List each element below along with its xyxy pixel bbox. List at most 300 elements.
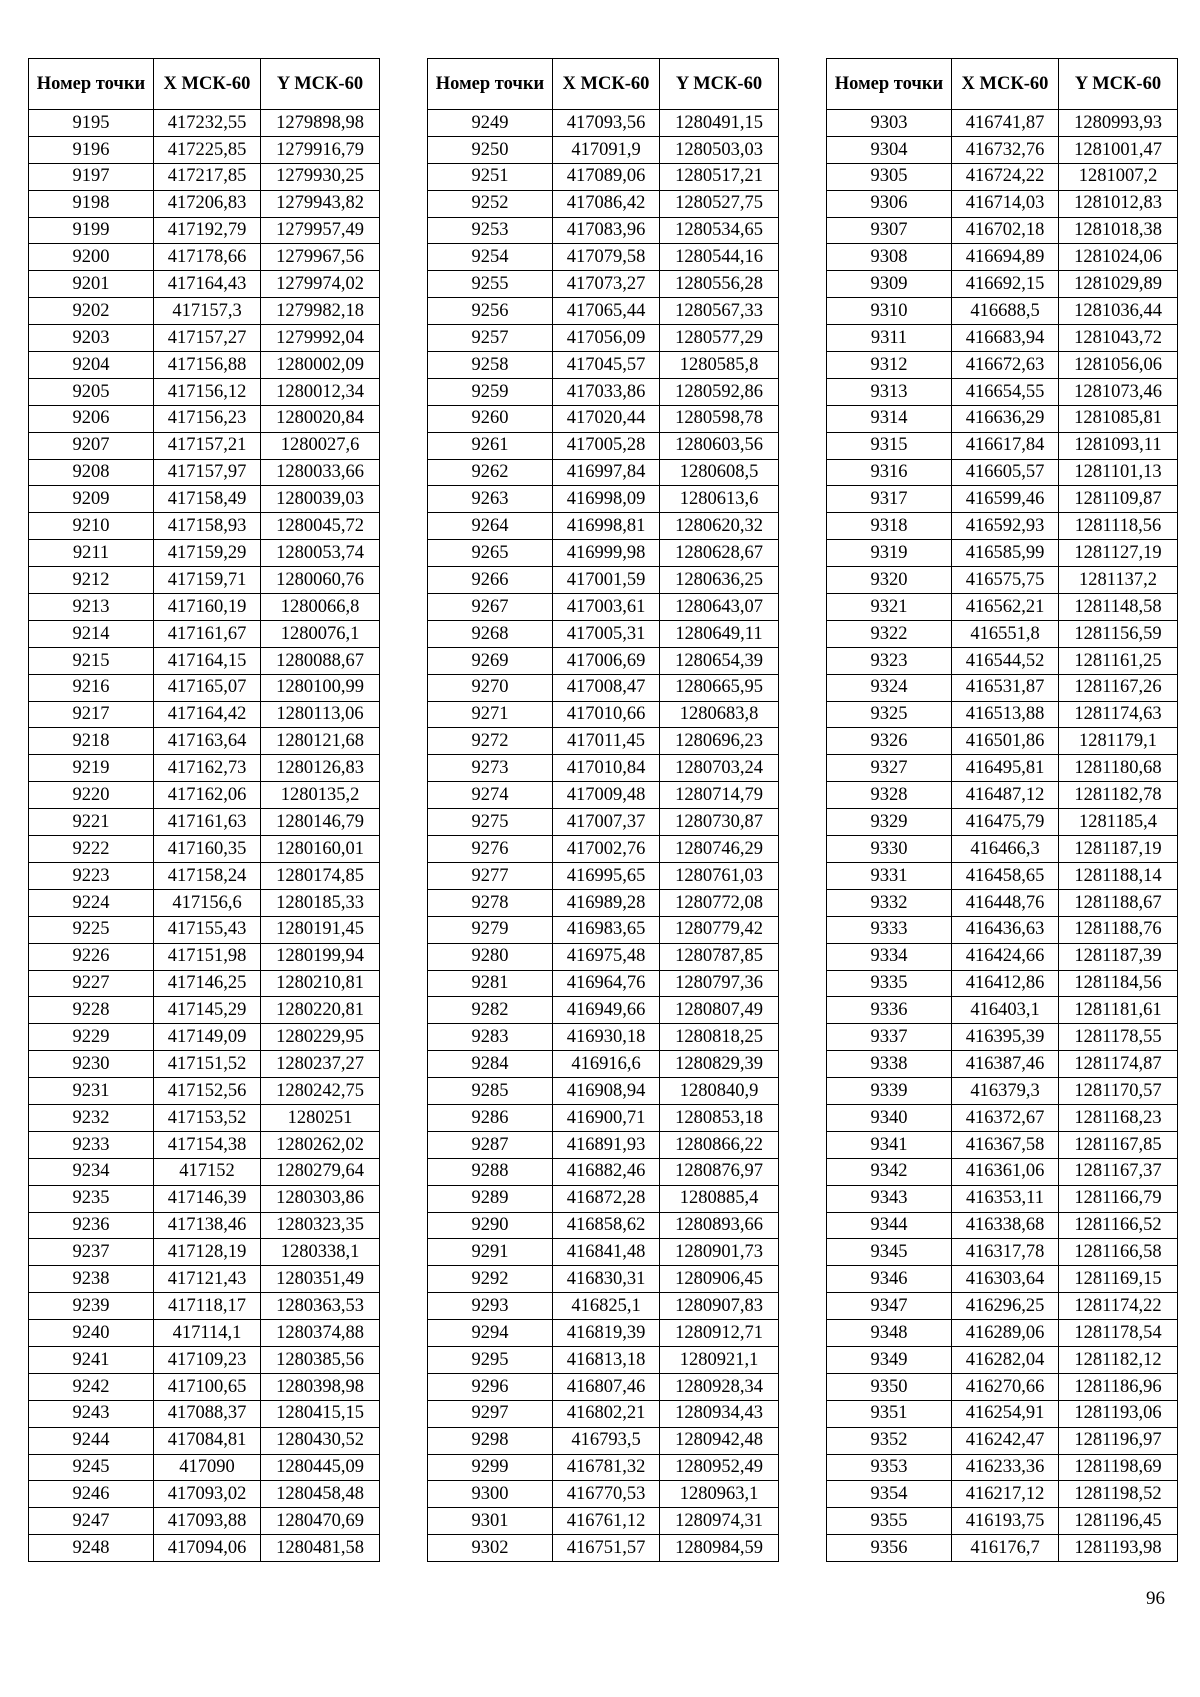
header-point-number: Номер точки (428, 59, 553, 110)
table-row (29, 110, 380, 137)
table-row (428, 1104, 779, 1131)
x-coordinate-cell: 417156,23 (154, 405, 261, 432)
table-row (827, 782, 1178, 809)
point-number-cell: 9274 (428, 782, 553, 809)
x-coordinate-cell: 416830,31 (553, 1266, 660, 1293)
y-coordinate-cell: 1280807,49 (660, 997, 779, 1024)
x-coordinate-cell: 417156,6 (154, 889, 261, 916)
point-number-cell: 9233 (29, 1131, 154, 1158)
y-coordinate-cell: 1280772,08 (660, 889, 779, 916)
point-number-cell: 9218 (29, 728, 154, 755)
x-coordinate-cell: 417206,83 (154, 190, 261, 217)
point-number-cell: 9265 (428, 540, 553, 567)
x-coordinate-cell: 417217,85 (154, 163, 261, 190)
x-coordinate-cell: 416617,84 (952, 432, 1059, 459)
x-coordinate-cell: 416599,46 (952, 486, 1059, 513)
y-coordinate-cell: 1280853,18 (660, 1104, 779, 1131)
y-coordinate-cell: 1281187,19 (1059, 836, 1178, 863)
x-coordinate-cell: 417005,31 (553, 620, 660, 647)
table-row (428, 217, 779, 244)
table-row (827, 1454, 1178, 1481)
point-number-cell: 9260 (428, 405, 553, 432)
table-row (428, 136, 779, 163)
point-number-cell: 9289 (428, 1185, 553, 1212)
table-row (29, 1320, 380, 1347)
point-number-cell: 9207 (29, 432, 154, 459)
table-row (428, 1024, 779, 1051)
y-coordinate-cell: 1280060,76 (261, 567, 380, 594)
table-row (428, 674, 779, 701)
table-row (428, 889, 779, 916)
y-coordinate-cell: 1280220,81 (261, 997, 380, 1024)
table-row (29, 244, 380, 271)
table-row (428, 1131, 779, 1158)
x-coordinate-cell: 416379,3 (952, 1078, 1059, 1105)
y-coordinate-cell: 1281161,25 (1059, 647, 1178, 674)
x-coordinate-cell: 417086,42 (553, 190, 660, 217)
y-coordinate-cell: 1280135,2 (261, 782, 380, 809)
x-coordinate-cell: 417008,47 (553, 674, 660, 701)
x-coordinate-cell: 416495,81 (952, 755, 1059, 782)
point-number-cell: 9277 (428, 862, 553, 889)
x-coordinate-cell: 417094,06 (154, 1535, 261, 1562)
table-row (827, 298, 1178, 325)
point-number-cell: 9205 (29, 378, 154, 405)
point-number-cell: 9209 (29, 486, 154, 513)
y-coordinate-cell: 1280374,88 (261, 1320, 380, 1347)
y-coordinate-cell: 1280045,72 (261, 513, 380, 540)
y-coordinate-cell: 1279898,98 (261, 110, 380, 137)
x-coordinate-cell: 416825,1 (553, 1293, 660, 1320)
point-number-cell: 9226 (29, 943, 154, 970)
y-coordinate-cell: 1280027,6 (261, 432, 380, 459)
y-coordinate-cell: 1281198,69 (1059, 1454, 1178, 1481)
point-number-cell: 9279 (428, 916, 553, 943)
table-row (428, 1373, 779, 1400)
table-header-row (428, 59, 779, 110)
table-row (428, 405, 779, 432)
point-number-cell: 9228 (29, 997, 154, 1024)
y-coordinate-cell: 1280113,06 (261, 701, 380, 728)
point-number-cell: 9297 (428, 1400, 553, 1427)
x-coordinate-cell: 417010,66 (553, 701, 660, 728)
x-coordinate-cell: 416998,81 (553, 513, 660, 540)
x-coordinate-cell: 416585,99 (952, 540, 1059, 567)
x-coordinate-cell: 416289,06 (952, 1320, 1059, 1347)
y-coordinate-cell: 1280703,24 (660, 755, 779, 782)
table-row (827, 513, 1178, 540)
point-number-cell: 9224 (29, 889, 154, 916)
x-coordinate-cell: 417152 (154, 1158, 261, 1185)
y-coordinate-cell: 1281196,45 (1059, 1508, 1178, 1535)
y-coordinate-cell: 1281137,2 (1059, 567, 1178, 594)
table-row (29, 1535, 380, 1562)
point-number-cell: 9285 (428, 1078, 553, 1105)
table-row (827, 1293, 1178, 1320)
x-coordinate-cell: 417155,43 (154, 916, 261, 943)
x-coordinate-cell: 416841,48 (553, 1239, 660, 1266)
point-number-cell: 9339 (827, 1078, 952, 1105)
x-coordinate-cell: 417178,66 (154, 244, 261, 271)
point-number-cell: 9329 (827, 809, 952, 836)
point-number-cell: 9254 (428, 244, 553, 271)
y-coordinate-cell: 1281167,26 (1059, 674, 1178, 701)
x-coordinate-cell: 416770,53 (553, 1481, 660, 1508)
point-number-cell: 9267 (428, 594, 553, 621)
table-row (428, 1239, 779, 1266)
x-coordinate-cell: 417084,81 (154, 1427, 261, 1454)
point-number-cell: 9344 (827, 1212, 952, 1239)
point-number-cell: 9225 (29, 916, 154, 943)
y-coordinate-cell: 1281101,13 (1059, 459, 1178, 486)
y-coordinate-cell: 1280683,8 (660, 701, 779, 728)
y-coordinate-cell: 1280636,25 (660, 567, 779, 594)
y-coordinate-cell: 1280199,94 (261, 943, 380, 970)
table-row (827, 352, 1178, 379)
y-coordinate-cell: 1280076,1 (261, 620, 380, 647)
y-coordinate-cell: 1281174,63 (1059, 701, 1178, 728)
table-row (428, 1320, 779, 1347)
point-number-cell: 9220 (29, 782, 154, 809)
table-row (827, 271, 1178, 298)
x-coordinate-cell: 417128,19 (154, 1239, 261, 1266)
point-number-cell: 9239 (29, 1293, 154, 1320)
x-coordinate-cell: 416487,12 (952, 782, 1059, 809)
y-coordinate-cell: 1279930,25 (261, 163, 380, 190)
table-row (827, 378, 1178, 405)
x-coordinate-cell: 416807,46 (553, 1373, 660, 1400)
table-row (29, 1346, 380, 1373)
point-number-cell: 9217 (29, 701, 154, 728)
point-number-cell: 9325 (827, 701, 952, 728)
y-coordinate-cell: 1280746,29 (660, 836, 779, 863)
table-row (428, 782, 779, 809)
y-coordinate-cell: 1281193,06 (1059, 1400, 1178, 1427)
y-coordinate-cell: 1281182,78 (1059, 782, 1178, 809)
table-row (29, 1400, 380, 1427)
table-row (29, 997, 380, 1024)
x-coordinate-cell: 417007,37 (553, 809, 660, 836)
y-coordinate-cell: 1281167,37 (1059, 1158, 1178, 1185)
table-row (29, 782, 380, 809)
x-coordinate-cell: 416692,15 (952, 271, 1059, 298)
table-row (29, 271, 380, 298)
y-coordinate-cell: 1280620,32 (660, 513, 779, 540)
table-row (827, 459, 1178, 486)
table-row (827, 1508, 1178, 1535)
point-number-cell: 9345 (827, 1239, 952, 1266)
table-row (827, 486, 1178, 513)
x-coordinate-cell: 417100,65 (154, 1373, 261, 1400)
y-coordinate-cell: 1280942,48 (660, 1427, 779, 1454)
point-number-cell: 9328 (827, 782, 952, 809)
y-coordinate-cell: 1281109,87 (1059, 486, 1178, 513)
point-number-cell: 9253 (428, 217, 553, 244)
x-coordinate-cell: 416694,89 (952, 244, 1059, 271)
table-row (29, 163, 380, 190)
point-number-cell: 9307 (827, 217, 952, 244)
point-number-cell: 9321 (827, 594, 952, 621)
y-coordinate-cell: 1281169,15 (1059, 1266, 1178, 1293)
point-number-cell: 9199 (29, 217, 154, 244)
x-coordinate-cell: 417109,23 (154, 1346, 261, 1373)
x-coordinate-cell: 416636,29 (952, 405, 1059, 432)
table-row (827, 1320, 1178, 1347)
x-coordinate-cell: 416513,88 (952, 701, 1059, 728)
y-coordinate-cell: 1281181,61 (1059, 997, 1178, 1024)
x-coordinate-cell: 417056,09 (553, 325, 660, 352)
table-row (827, 432, 1178, 459)
point-number-cell: 9221 (29, 809, 154, 836)
y-coordinate-cell: 1281174,22 (1059, 1293, 1178, 1320)
y-coordinate-cell: 1280470,69 (261, 1508, 380, 1535)
table-row (428, 1454, 779, 1481)
x-coordinate-cell: 417149,09 (154, 1024, 261, 1051)
table-row (827, 1024, 1178, 1051)
x-coordinate-cell: 417121,43 (154, 1266, 261, 1293)
table-row (29, 701, 380, 728)
y-coordinate-cell: 1281178,55 (1059, 1024, 1178, 1051)
x-coordinate-cell: 416672,63 (952, 352, 1059, 379)
y-coordinate-cell: 1281148,58 (1059, 594, 1178, 621)
x-coordinate-cell: 417009,48 (553, 782, 660, 809)
table-row (827, 916, 1178, 943)
point-number-cell: 9271 (428, 701, 553, 728)
x-coordinate-cell: 416233,36 (952, 1454, 1059, 1481)
y-coordinate-cell: 1280002,09 (261, 352, 380, 379)
table-row (428, 110, 779, 137)
table-row (29, 298, 380, 325)
x-coordinate-cell: 416989,28 (553, 889, 660, 916)
point-number-cell: 9204 (29, 352, 154, 379)
point-number-cell: 9342 (827, 1158, 952, 1185)
y-coordinate-cell: 1281188,76 (1059, 916, 1178, 943)
table-row (827, 217, 1178, 244)
point-number-cell: 9338 (827, 1051, 952, 1078)
table-row (827, 1185, 1178, 1212)
y-coordinate-cell: 1281001,47 (1059, 136, 1178, 163)
y-coordinate-cell: 1281187,39 (1059, 943, 1178, 970)
table-row (827, 1535, 1178, 1562)
table-row (827, 540, 1178, 567)
table-row (827, 110, 1178, 137)
y-coordinate-cell: 1280866,22 (660, 1131, 779, 1158)
y-coordinate-cell: 1281085,81 (1059, 405, 1178, 432)
x-coordinate-cell: 417006,69 (553, 647, 660, 674)
x-coordinate-cell: 416781,32 (553, 1454, 660, 1481)
point-number-cell: 9314 (827, 405, 952, 432)
x-coordinate-cell: 417164,42 (154, 701, 261, 728)
table-row (29, 916, 380, 943)
table-row (827, 1104, 1178, 1131)
x-coordinate-cell: 416338,68 (952, 1212, 1059, 1239)
x-coordinate-cell: 416501,86 (952, 728, 1059, 755)
x-coordinate-cell: 417093,56 (553, 110, 660, 137)
table-row (428, 1078, 779, 1105)
page-number: 96 (1146, 1588, 1165, 1609)
coordinates-table-2 (427, 58, 779, 1562)
x-coordinate-cell: 416702,18 (952, 217, 1059, 244)
table-row (29, 459, 380, 486)
y-coordinate-cell: 1280577,29 (660, 325, 779, 352)
x-coordinate-cell: 417160,19 (154, 594, 261, 621)
y-coordinate-cell: 1280885,4 (660, 1185, 779, 1212)
point-number-cell: 9335 (827, 970, 952, 997)
coordinates-table-3 (826, 58, 1178, 1562)
table-row (29, 1185, 380, 1212)
x-coordinate-cell: 417158,24 (154, 862, 261, 889)
point-number-cell: 9346 (827, 1266, 952, 1293)
x-coordinate-cell: 417073,27 (553, 271, 660, 298)
point-number-cell: 9320 (827, 567, 952, 594)
x-coordinate-cell: 416714,03 (952, 190, 1059, 217)
table-row (827, 755, 1178, 782)
y-coordinate-cell: 1281188,67 (1059, 889, 1178, 916)
point-number-cell: 9252 (428, 190, 553, 217)
table-row (428, 1508, 779, 1535)
y-coordinate-cell: 1280146,79 (261, 809, 380, 836)
y-coordinate-cell: 1280907,83 (660, 1293, 779, 1320)
y-coordinate-cell: 1280912,71 (660, 1320, 779, 1347)
point-number-cell: 9334 (827, 943, 952, 970)
y-coordinate-cell: 1280415,15 (261, 1400, 380, 1427)
x-coordinate-cell: 416983,65 (553, 916, 660, 943)
table-row (428, 244, 779, 271)
y-coordinate-cell: 1281036,44 (1059, 298, 1178, 325)
point-number-cell: 9257 (428, 325, 553, 352)
table-row (29, 405, 380, 432)
x-coordinate-cell: 417002,76 (553, 836, 660, 863)
point-number-cell: 9256 (428, 298, 553, 325)
y-coordinate-cell: 1280517,21 (660, 163, 779, 190)
x-coordinate-cell: 417164,43 (154, 271, 261, 298)
header-x-coordinate: X МСК-60 (553, 59, 660, 110)
header-point-number: Номер точки (29, 59, 154, 110)
table-row (428, 1293, 779, 1320)
point-number-cell: 9348 (827, 1320, 952, 1347)
point-number-cell: 9259 (428, 378, 553, 405)
x-coordinate-cell: 416916,6 (553, 1051, 660, 1078)
table-row (29, 567, 380, 594)
point-number-cell: 9299 (428, 1454, 553, 1481)
table-row (29, 432, 380, 459)
y-coordinate-cell: 1281179,1 (1059, 728, 1178, 755)
y-coordinate-cell: 1279916,79 (261, 136, 380, 163)
table-row (428, 163, 779, 190)
point-number-cell: 9248 (29, 1535, 154, 1562)
table-row (29, 889, 380, 916)
table-row (29, 1508, 380, 1535)
table-row (827, 1212, 1178, 1239)
y-coordinate-cell: 1280906,45 (660, 1266, 779, 1293)
point-number-cell: 9214 (29, 620, 154, 647)
x-coordinate-cell: 417145,29 (154, 997, 261, 1024)
point-number-cell: 9234 (29, 1158, 154, 1185)
x-coordinate-cell: 416531,87 (952, 674, 1059, 701)
table-row (827, 567, 1178, 594)
point-number-cell: 9198 (29, 190, 154, 217)
y-coordinate-cell: 1280567,33 (660, 298, 779, 325)
point-number-cell: 9355 (827, 1508, 952, 1535)
table-row (29, 1131, 380, 1158)
x-coordinate-cell: 417160,35 (154, 836, 261, 863)
y-coordinate-cell: 1280714,79 (660, 782, 779, 809)
x-coordinate-cell: 417159,29 (154, 540, 261, 567)
x-coordinate-cell: 417161,63 (154, 809, 261, 836)
y-coordinate-cell: 1281166,52 (1059, 1212, 1178, 1239)
header-x-coordinate: X МСК-60 (952, 59, 1059, 110)
x-coordinate-cell: 416448,76 (952, 889, 1059, 916)
point-number-cell: 9201 (29, 271, 154, 298)
point-number-cell: 9241 (29, 1346, 154, 1373)
x-coordinate-cell: 416296,25 (952, 1293, 1059, 1320)
point-number-cell: 9222 (29, 836, 154, 863)
y-coordinate-cell: 1280126,83 (261, 755, 380, 782)
x-coordinate-cell: 417010,84 (553, 755, 660, 782)
table-row (827, 1266, 1178, 1293)
table-row (428, 836, 779, 863)
y-coordinate-cell: 1280338,1 (261, 1239, 380, 1266)
table-row (827, 674, 1178, 701)
point-number-cell: 9332 (827, 889, 952, 916)
y-coordinate-cell: 1280993,93 (1059, 110, 1178, 137)
x-coordinate-cell: 416975,48 (553, 943, 660, 970)
table-row (29, 755, 380, 782)
x-coordinate-cell: 416732,76 (952, 136, 1059, 163)
point-number-cell: 9258 (428, 352, 553, 379)
table-row (827, 190, 1178, 217)
table-row (428, 809, 779, 836)
y-coordinate-cell: 1281043,72 (1059, 325, 1178, 352)
x-coordinate-cell: 417161,67 (154, 620, 261, 647)
point-number-cell: 9261 (428, 432, 553, 459)
point-number-cell: 9212 (29, 567, 154, 594)
point-number-cell: 9232 (29, 1104, 154, 1131)
point-number-cell: 9250 (428, 136, 553, 163)
x-coordinate-cell: 416193,75 (952, 1508, 1059, 1535)
point-number-cell: 9347 (827, 1293, 952, 1320)
x-coordinate-cell: 416654,55 (952, 378, 1059, 405)
table-row (428, 1158, 779, 1185)
table-row (29, 809, 380, 836)
point-number-cell: 9243 (29, 1400, 154, 1427)
point-number-cell: 9353 (827, 1454, 952, 1481)
table-row (29, 352, 380, 379)
table-row (827, 1427, 1178, 1454)
y-coordinate-cell: 1281198,52 (1059, 1481, 1178, 1508)
table-row (29, 1239, 380, 1266)
y-coordinate-cell: 1281166,58 (1059, 1239, 1178, 1266)
y-coordinate-cell: 1279992,04 (261, 325, 380, 352)
table-row (428, 916, 779, 943)
point-number-cell: 9278 (428, 889, 553, 916)
point-number-cell: 9313 (827, 378, 952, 405)
y-coordinate-cell: 1280649,11 (660, 620, 779, 647)
table-row (827, 244, 1178, 271)
y-coordinate-cell: 1281170,57 (1059, 1078, 1178, 1105)
x-coordinate-cell: 416436,63 (952, 916, 1059, 943)
y-coordinate-cell: 1280527,75 (660, 190, 779, 217)
table-row (827, 728, 1178, 755)
x-coordinate-cell: 416403,1 (952, 997, 1059, 1024)
x-coordinate-cell: 417151,52 (154, 1051, 261, 1078)
point-number-cell: 9352 (827, 1427, 952, 1454)
x-coordinate-cell: 417232,55 (154, 110, 261, 137)
point-number-cell: 9200 (29, 244, 154, 271)
point-number-cell: 9263 (428, 486, 553, 513)
table-row (827, 1051, 1178, 1078)
x-coordinate-cell: 416575,75 (952, 567, 1059, 594)
